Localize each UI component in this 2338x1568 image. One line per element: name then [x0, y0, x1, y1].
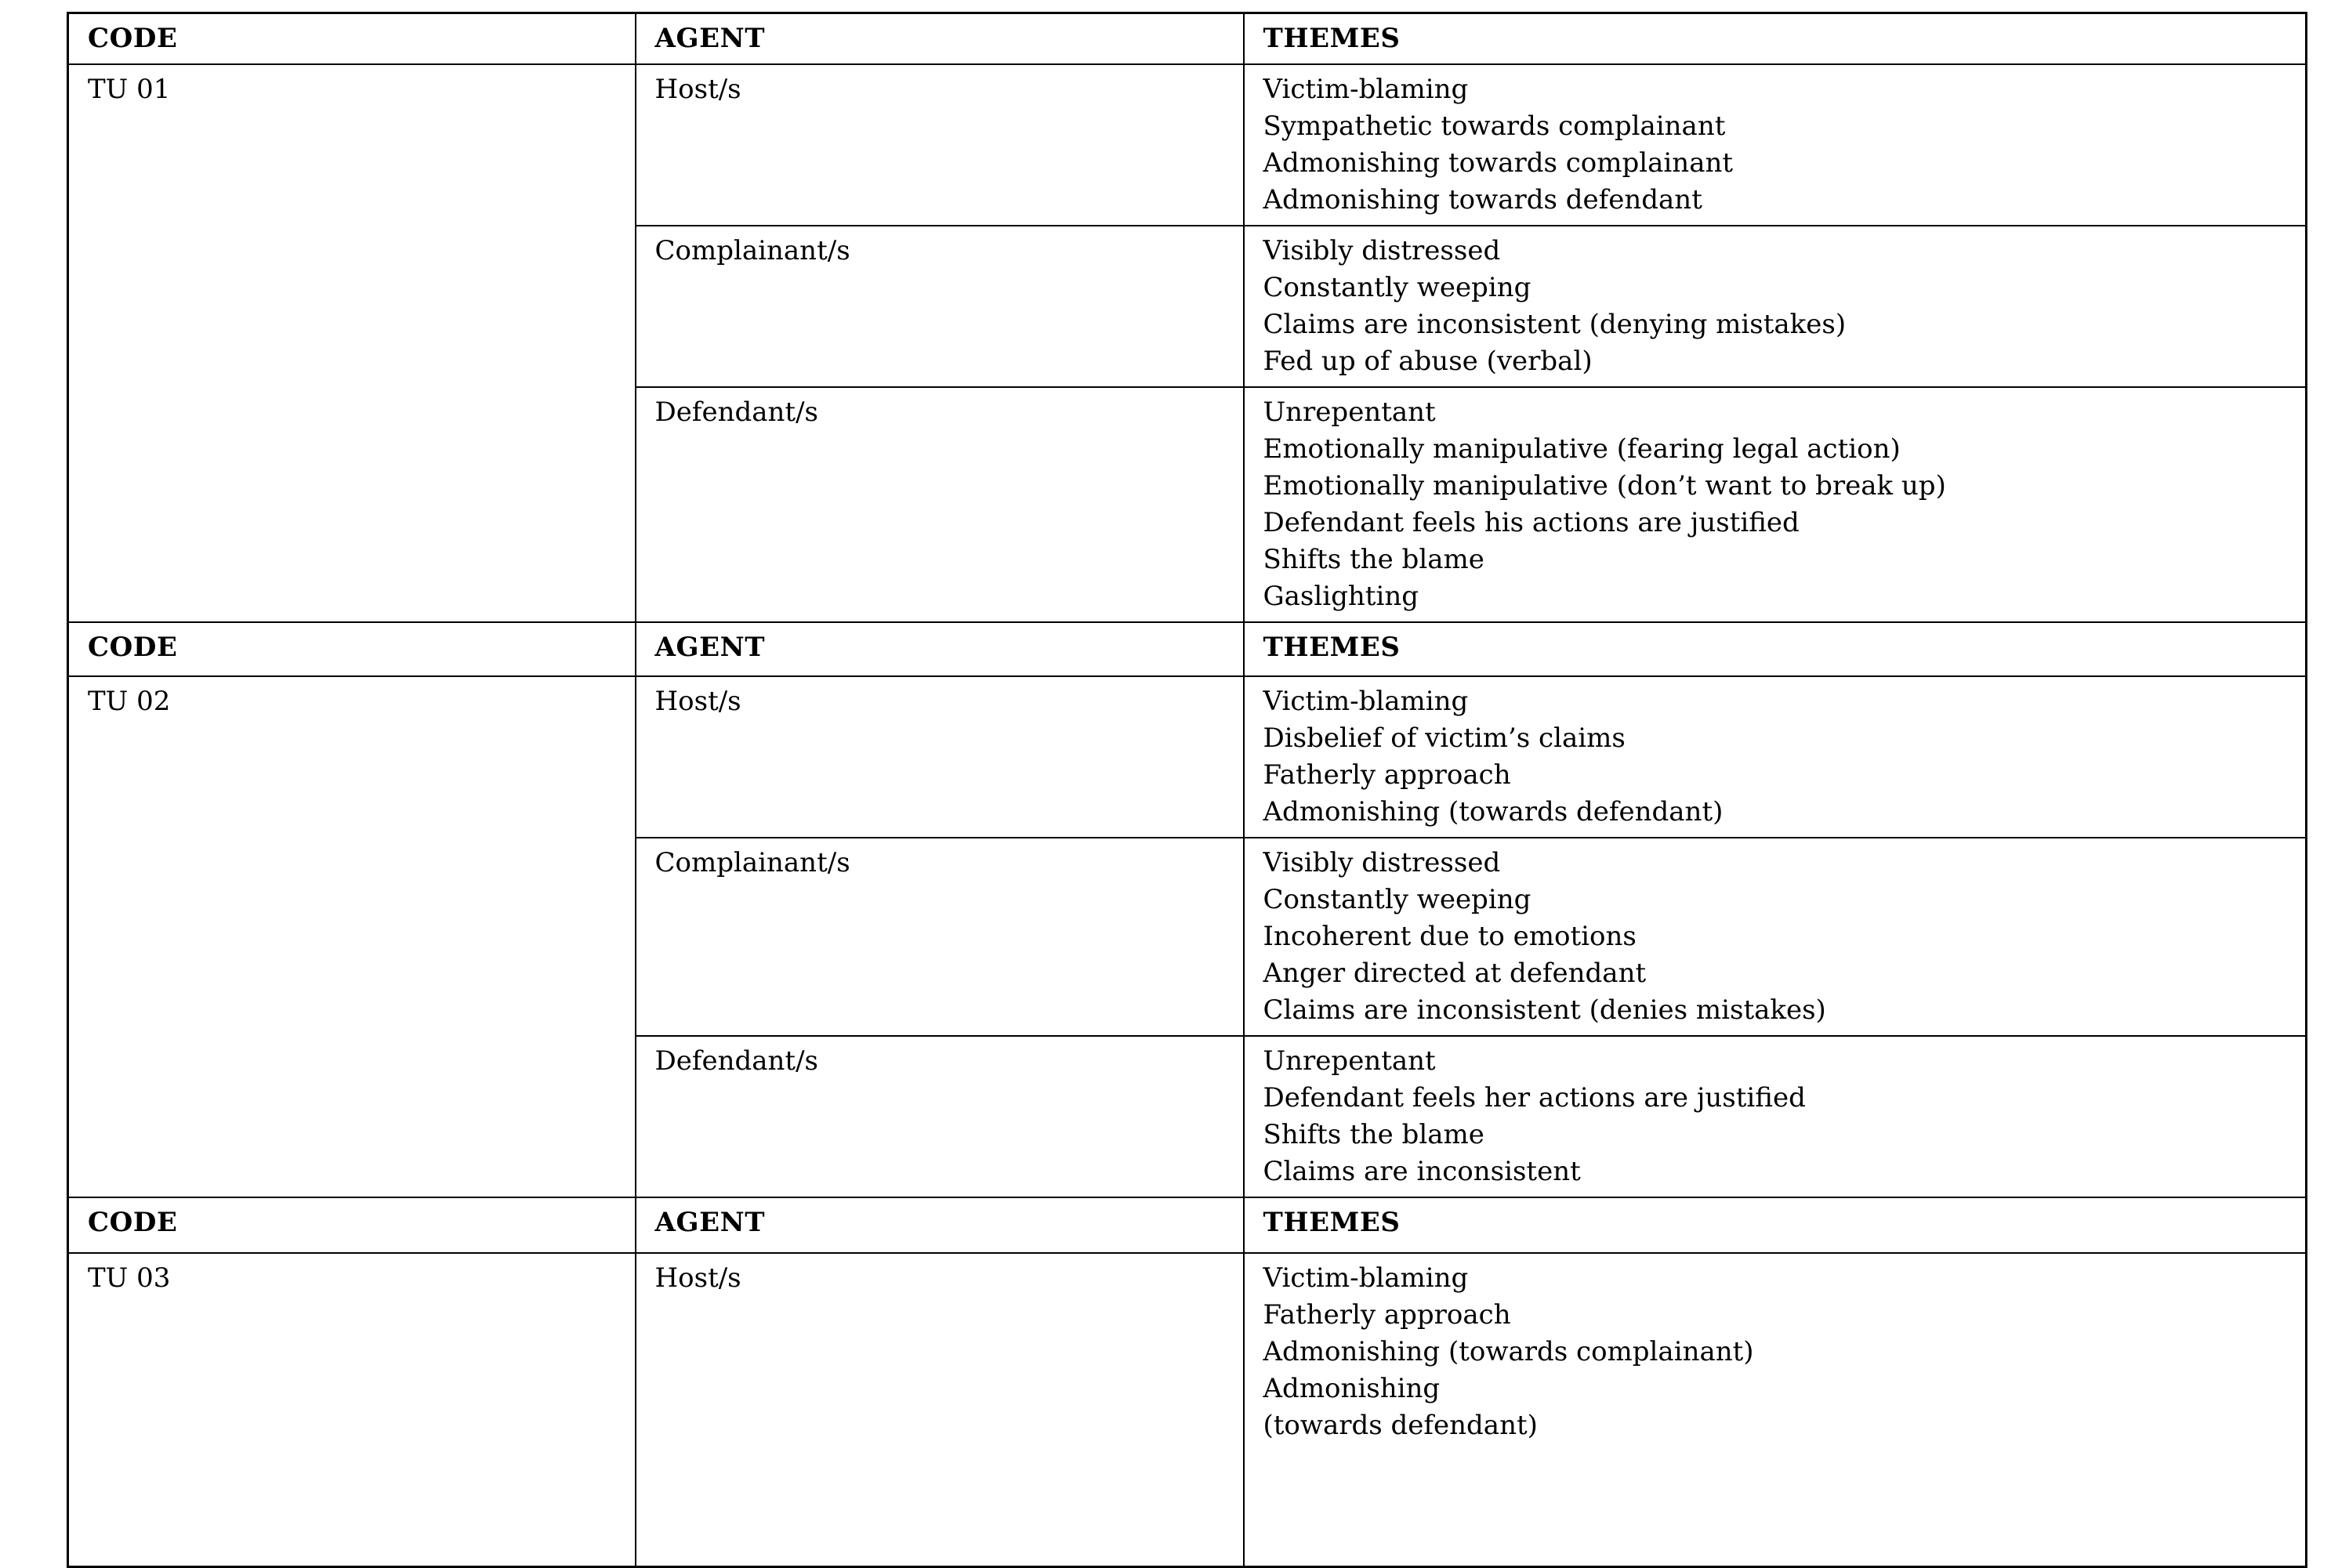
- theme-item: Fatherly approach: [1263, 759, 1511, 791]
- themes-cell: [1244, 1036, 2307, 1197]
- themes-table: [67, 12, 2307, 1568]
- theme-item: Emotionally manipulative (fearing legal action): [1263, 433, 1901, 465]
- themes-header: THEMES: [1244, 13, 2307, 65]
- themes-cell: [1244, 226, 2307, 387]
- agent-cell: Host/s: [636, 676, 1244, 838]
- theme-item: Admonishing: [1263, 1373, 1441, 1404]
- theme-item: Visibly distressed: [1263, 847, 1501, 878]
- code-header: CODE: [68, 622, 636, 676]
- theme-item: Unrepentant: [1263, 397, 1436, 428]
- theme-item: Claims are inconsistent (denies mistakes): [1263, 994, 1826, 1026]
- theme-item: Incoherent due to emotions: [1263, 921, 1637, 952]
- agent-cell: Complainant/s: [636, 226, 1244, 387]
- agent-header: AGENT: [636, 1197, 1244, 1253]
- themes-cell: [1244, 387, 2307, 622]
- theme-item: Fatherly approach: [1263, 1299, 1511, 1331]
- theme-item: Constantly weeping: [1263, 884, 1531, 915]
- theme-item: Admonishing (towards defendant): [1263, 796, 1724, 827]
- row-tu03-host: [68, 1253, 2307, 1566]
- agent-cell: Defendant/s: [636, 1036, 1244, 1197]
- theme-item: Anger directed at defendant: [1263, 958, 1647, 989]
- agent-header: AGENT: [636, 13, 1244, 65]
- code-cell-tu01: TU 01: [68, 64, 636, 622]
- theme-item: Defendant feels her actions are justified: [1263, 1082, 1806, 1114]
- theme-item: Shifts the blame: [1263, 544, 1484, 575]
- theme-item: (towards defendant): [1263, 1410, 1538, 1441]
- theme-item: Disbelief of victim’s claims: [1263, 722, 1626, 754]
- header-row-1: [68, 13, 2307, 65]
- header-row-2: [68, 622, 2307, 676]
- theme-item: Claims are inconsistent: [1263, 1156, 1581, 1187]
- theme-item: Claims are inconsistent (denying mistakes): [1263, 309, 1847, 340]
- theme-item: Visibly distressed: [1263, 235, 1501, 266]
- row-tu01-host: [68, 64, 2307, 226]
- theme-item: Gaslighting: [1263, 581, 1419, 612]
- theme-item: Admonishing towards defendant: [1263, 184, 1702, 215]
- themes-cell: [1244, 1253, 2307, 1566]
- themes-cell: [1244, 64, 2307, 226]
- theme-item: Sympathetic towards complainant: [1263, 110, 1726, 142]
- agent-cell: Host/s: [636, 64, 1244, 226]
- code-cell-tu03: TU 03: [68, 1253, 636, 1566]
- themes-header: THEMES: [1244, 622, 2307, 676]
- agent-cell: Defendant/s: [636, 387, 1244, 622]
- agent-cell: Complainant/s: [636, 838, 1244, 1036]
- theme-item: Constantly weeping: [1263, 272, 1531, 303]
- theme-item: Unrepentant: [1263, 1045, 1436, 1077]
- theme-item: Emotionally manipulative (don’t want to break up): [1263, 470, 1946, 502]
- row-tu02-host: [68, 676, 2307, 838]
- themes-cell: [1244, 676, 2307, 838]
- themes-cell: [1244, 838, 2307, 1036]
- theme-item: Fed up of abuse (verbal): [1263, 346, 1593, 377]
- theme-item: Admonishing towards complainant: [1263, 147, 1734, 179]
- agent-cell: Host/s: [636, 1253, 1244, 1566]
- theme-item: Victim-blaming: [1263, 686, 1469, 717]
- code-cell-tu02: TU 02: [68, 676, 636, 1197]
- theme-item: Victim-blaming: [1263, 74, 1469, 105]
- themes-header: THEMES: [1244, 1197, 2307, 1253]
- theme-item: Admonishing (towards complainant): [1263, 1336, 1754, 1367]
- theme-item: Victim-blaming: [1263, 1262, 1469, 1294]
- theme-item: Defendant feels his actions are justified: [1263, 507, 1800, 538]
- agent-header: AGENT: [636, 622, 1244, 676]
- code-header: CODE: [68, 13, 636, 65]
- header-row-3: [68, 1197, 2307, 1253]
- theme-item: Shifts the blame: [1263, 1119, 1484, 1150]
- code-header: CODE: [68, 1197, 636, 1253]
